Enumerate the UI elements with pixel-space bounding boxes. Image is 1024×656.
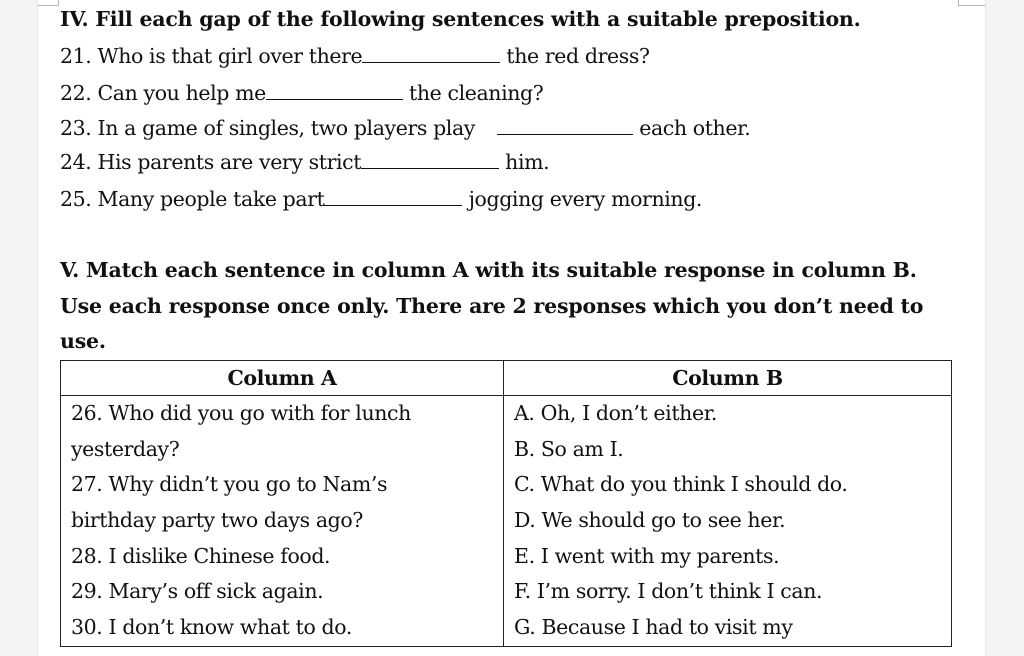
- column-b-line: E. I went with my parents.: [514, 543, 780, 568]
- column-b-cell: [504, 396, 952, 647]
- column-a-line: 30. I don’t know what to do.: [71, 615, 352, 640]
- exercise-item-24: [60, 150, 549, 174]
- section-v-heading-line-2: Use each response once only. There are 2 responses which you don’t need to: [60, 294, 924, 318]
- column-a-line: birthday party two days ago?: [71, 508, 363, 533]
- item-23-text-before: 23. In a game of singles, two players play: [60, 116, 482, 140]
- item-25-blank[interactable]: [324, 187, 462, 206]
- item-25-text-after: jogging every morning.: [462, 187, 703, 211]
- document-page: [38, 0, 985, 656]
- item-22-blank[interactable]: [266, 81, 403, 100]
- item-21-blank[interactable]: [362, 44, 500, 63]
- column-a-line: 29. Mary’s off sick again.: [71, 579, 324, 604]
- section-v-heading-line-1: V. Match each sentence in column A with its suitable response in column B.: [60, 258, 917, 282]
- column-a-header: Column A: [61, 361, 504, 396]
- column-b-line: G. Because I had to visit my: [514, 615, 793, 640]
- exercise-item-23: [60, 116, 750, 140]
- item-22-text-before: 22. Can you help me: [60, 81, 266, 105]
- column-a-line: 26. Who did you go with for lunch: [71, 401, 411, 425]
- table-header-row: [61, 361, 952, 396]
- column-b-line: D. We should go to see her.: [514, 508, 786, 533]
- matching-table: [60, 360, 952, 647]
- item-23-blank[interactable]: [497, 116, 633, 135]
- item-25-text-before: 25. Many people take part: [60, 187, 325, 211]
- column-b-line: B. So am I.: [514, 436, 624, 461]
- page-corner-mark-left: [38, 0, 59, 6]
- exercise-item-21: [60, 44, 650, 68]
- column-b-line: A. Oh, I don’t either.: [514, 401, 717, 425]
- column-b-line: F. I’m sorry. I don’t think I can.: [514, 579, 823, 604]
- item-24-text-before: 24. His parents are very strict: [60, 150, 362, 174]
- column-b-line: C. What do you think I should do.: [514, 472, 848, 497]
- column-b-header: Column B: [504, 361, 952, 396]
- item-21-text-before: 21. Who is that girl over there: [60, 44, 363, 68]
- column-a-line: 28. I dislike Chinese food.: [71, 543, 331, 568]
- section-iv-heading: IV. Fill each gap of the following sentences with a suitable preposition.: [60, 7, 861, 31]
- item-23-text-after: each other.: [633, 116, 751, 140]
- column-a-line: yesterday?: [71, 436, 180, 461]
- item-24-blank[interactable]: [361, 150, 499, 169]
- item-21-text-after: the red dress?: [500, 44, 650, 68]
- table-body-row: [61, 396, 952, 647]
- exercise-item-22: [60, 81, 543, 105]
- item-24-text-after: him.: [499, 150, 550, 174]
- column-a-line: 27. Why didn’t you go to Nam’s: [71, 472, 388, 497]
- column-a-cell: [61, 396, 504, 647]
- item-22-text-after: the cleaning?: [402, 81, 544, 105]
- section-v-heading-line-3: use.: [60, 329, 106, 353]
- exercise-item-25: [60, 187, 702, 211]
- page-corner-mark-right: [958, 0, 985, 6]
